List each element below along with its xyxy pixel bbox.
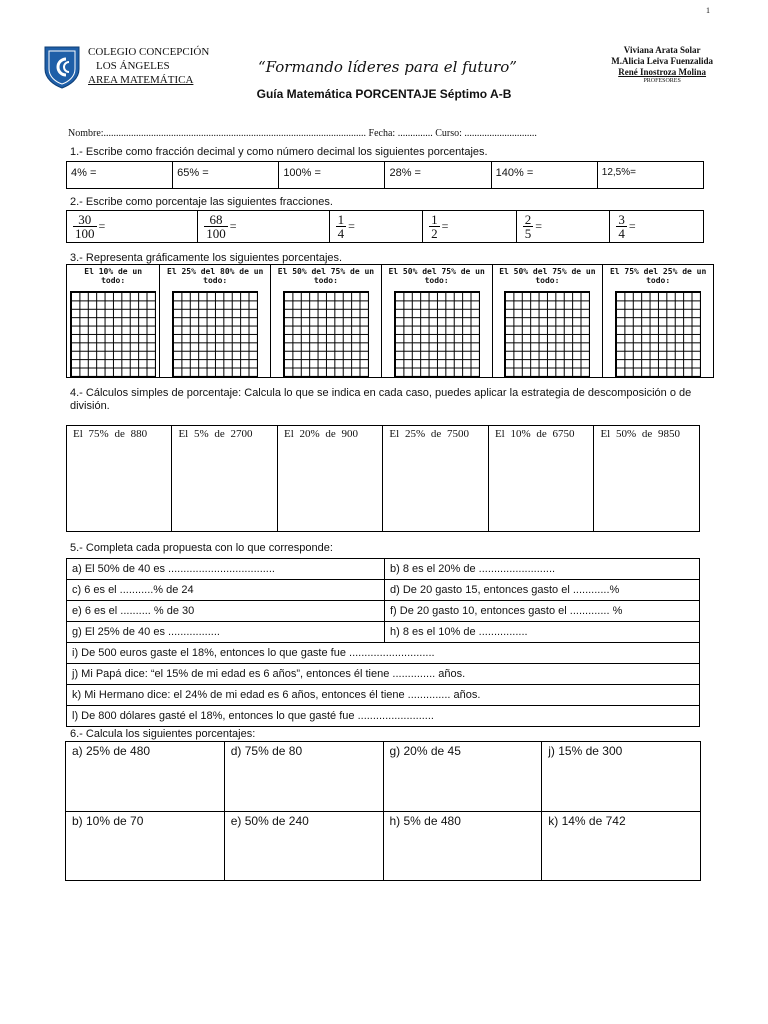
fraction-cell[interactable]: $\frac{68}{100}$ = xyxy=(198,211,329,243)
fraction: $\frac{2}{5}$ xyxy=(524,212,532,241)
section-3-instruction: 3.- Representa gráficamente los siguientes porcentajes. xyxy=(70,252,343,264)
grid-cell xyxy=(67,265,160,378)
teachers-list xyxy=(611,45,713,84)
proposal-cell[interactable]: a) El 50% de 40 es ................................... xyxy=(67,559,385,580)
grid-cell-label: El 25% del 80% de un todo: xyxy=(167,267,264,285)
fraction-cell[interactable]: $\frac{30}{100}$ = xyxy=(67,211,198,243)
hundred-grid[interactable] xyxy=(394,291,480,377)
percent-cell[interactable]: a) 25% de 480 xyxy=(66,742,225,812)
grid-cell xyxy=(271,265,382,378)
fraction: $\frac{1}{4}$ xyxy=(337,212,345,241)
section-6-table xyxy=(65,741,701,881)
section-2-instruction: 2.- Escribe como porcentaje las siguientes fracciones. xyxy=(70,196,333,208)
answer-cell[interactable]: 65% = xyxy=(173,162,279,189)
section-6-instruction: 6.- Calcula los siguientes porcentajes: xyxy=(70,728,256,740)
hundred-grid[interactable] xyxy=(504,291,590,377)
calc-cell[interactable]: El 75% de 880 xyxy=(67,426,172,532)
school-line-2: LOS ÁNGELES xyxy=(96,60,170,72)
calc-cell[interactable]: El 20% de 900 xyxy=(277,426,382,532)
proposal-cell[interactable]: k) Mi Hermano dice: el 24% de mi edad es 6 años, entonces él tiene .............. años. xyxy=(67,685,700,706)
answer-cell[interactable]: 140% = xyxy=(491,162,597,189)
grid-cell-label: El 50% del 75% de un todo: xyxy=(388,267,485,285)
percent-cell[interactable]: b) 10% de 70 xyxy=(66,811,225,881)
proposal-cell[interactable]: j) Mi Papá dice: “el 15% de mi edad es 6 años”, entonces él tiene .............. años. xyxy=(67,664,700,685)
percent-cell[interactable]: g) 20% de 45 xyxy=(383,742,542,812)
section-1-table xyxy=(66,161,704,189)
section-4-table xyxy=(66,425,700,532)
fraction: $\frac{68}{100}$ xyxy=(206,212,226,241)
proposal-cell[interactable]: b) 8 es el 20% de ......................... xyxy=(385,559,700,580)
proposal-cell[interactable]: f) De 20 gasto 10, entonces gasto el ............. % xyxy=(385,601,700,622)
grid-cell-label: El 75% del 25% de un todo: xyxy=(609,267,707,285)
hundred-grid[interactable] xyxy=(615,291,701,377)
hundred-grid[interactable] xyxy=(70,291,156,377)
percent-cell[interactable]: k) 14% de 742 xyxy=(542,811,701,881)
calc-cell[interactable]: El 50% de 9850 xyxy=(594,426,700,532)
proposal-cell[interactable]: e) 6 es el .......... % de 30 xyxy=(67,601,385,622)
school-name xyxy=(88,45,209,87)
fraction: $\frac{3}{4}$ xyxy=(618,212,625,241)
grid-cell xyxy=(603,265,714,378)
page-title: Guía Matemática PORCENTAJE Séptimo A-B xyxy=(256,87,512,101)
fraction-cell[interactable]: $\frac{3}{4}$ = xyxy=(610,211,704,243)
proposal-cell[interactable]: d) De 20 gasto 15, entonces gasto el ............% xyxy=(385,580,700,601)
percent-cell[interactable]: h) 5% de 480 xyxy=(383,811,542,881)
fraction: $\frac{30}{100}$ xyxy=(75,212,95,241)
fraction: $\frac{1}{2}$ xyxy=(431,212,438,241)
percent-cell[interactable]: j) 15% de 300 xyxy=(542,742,701,812)
section-4-instruction: 4.- Cálculos simples de porcentaje: Calcula lo que se indica en cada caso, puedes aplicar la estrategia de descomposición o de división. xyxy=(70,387,692,412)
section-2-table xyxy=(66,210,704,243)
fraction-cell[interactable]: $\frac{1}{4}$ = xyxy=(329,211,423,243)
teacher-1: Viviana Arata Solar xyxy=(623,45,701,55)
calc-cell[interactable]: El 10% de 6750 xyxy=(488,426,594,532)
school-line-1: COLEGIO CONCEPCIÓN xyxy=(88,46,210,58)
proposal-cell[interactable]: h) 8 es el 10% de ................ xyxy=(385,622,700,643)
grid-cell-label: El 10% de un todo: xyxy=(84,267,143,285)
school-motto: “Formando líderes para el futuro” xyxy=(258,58,517,76)
student-info-line: Nombre:......................................................................................................... Fecha: .............. Curso: ............................. xyxy=(68,128,537,139)
answer-cell[interactable]: 28% = xyxy=(385,162,491,189)
percent-cell[interactable]: e) 50% de 240 xyxy=(224,811,383,881)
school-line-3: AREA MATEMÁTICA xyxy=(88,74,194,86)
school-crest-icon xyxy=(42,45,82,89)
proposal-cell[interactable]: l) De 800 dólares gasté el 18%, entonces lo que gasté fue ......................... xyxy=(67,706,700,727)
grid-cell xyxy=(492,265,603,378)
section-5-table xyxy=(66,558,700,727)
proposal-cell[interactable]: c) 6 es el ...........% de 24 xyxy=(67,580,385,601)
grid-cell-label: El 50% del 75% de un todo: xyxy=(277,267,375,285)
proposal-cell[interactable]: g) El 25% de 40 es ................. xyxy=(67,622,385,643)
hundred-grid[interactable] xyxy=(172,291,258,377)
teacher-2: M.Alicia Leiva Fuenzalida xyxy=(611,56,713,66)
grid-cell-label: El 50% del 75% de un todo: xyxy=(499,267,596,285)
answer-cell[interactable]: 4% = xyxy=(67,162,173,189)
percent-cell[interactable]: d) 75% de 80 xyxy=(224,742,383,812)
grid-cell xyxy=(381,265,492,378)
teachers-caption: PROFESORES xyxy=(643,78,681,84)
section-5-instruction: 5.- Completa cada propuesta con lo que corresponde: xyxy=(70,542,333,554)
grid-cell xyxy=(160,265,271,378)
fraction-cell[interactable]: $\frac{2}{5}$ = xyxy=(516,211,610,243)
proposal-cell[interactable]: i) De 500 euros gaste el 18%, entonces lo que gaste fue ............................ xyxy=(67,643,700,664)
answer-cell[interactable]: 12,5%= xyxy=(597,162,703,189)
calc-cell[interactable]: El 25% de 7500 xyxy=(383,426,489,532)
section-1-instruction: 1.- Escribe como fracción decimal y como número decimal los siguientes porcentajes. xyxy=(70,146,488,158)
teacher-3: René Inostroza Molina xyxy=(618,67,707,77)
answer-cell[interactable]: 100% = xyxy=(279,162,385,189)
fraction-cell[interactable]: $\frac{1}{2}$ = xyxy=(423,211,517,243)
page-number: 1 xyxy=(706,6,710,15)
section-3-table xyxy=(66,264,714,378)
hundred-grid[interactable] xyxy=(283,291,369,377)
calc-cell[interactable]: El 5% de 2700 xyxy=(172,426,278,532)
